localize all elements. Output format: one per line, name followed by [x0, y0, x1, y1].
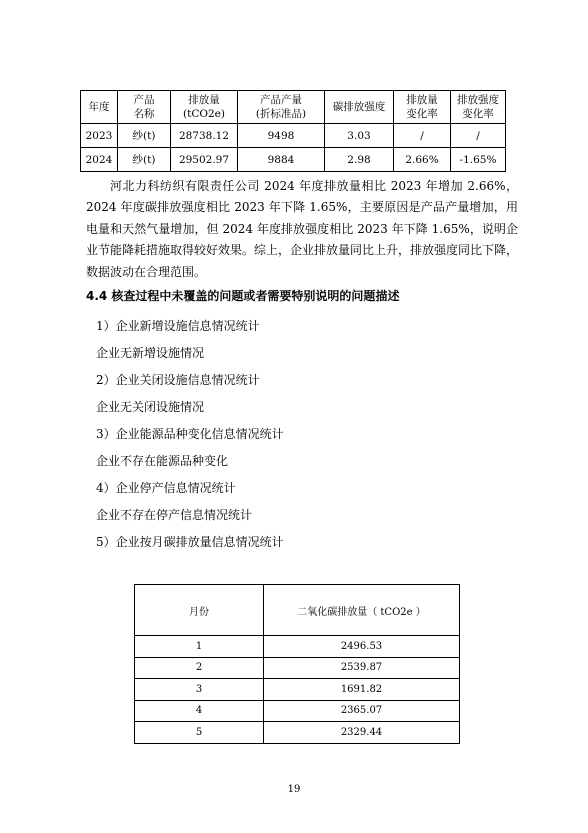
- table-cell: 4: [135, 700, 264, 722]
- table-cell: 纱(t): [118, 148, 171, 172]
- header-carbon-intensity: 碳排放强度: [325, 91, 394, 124]
- list-item: 2）企业关闭设施信息情况统计: [96, 373, 260, 387]
- table-cell: 2023: [81, 124, 118, 148]
- table-cell: 5: [135, 722, 264, 744]
- header-emission-change: 排放量 变化率: [394, 91, 451, 124]
- table-header-row: [81, 91, 506, 124]
- table-cell: 9884: [238, 148, 325, 172]
- table-row: [135, 636, 460, 658]
- table-cell: 2539.87: [264, 657, 460, 679]
- header-emissions: 排放量 (tCO2e): [171, 91, 238, 124]
- table-cell: 2365.07: [264, 700, 460, 722]
- table-cell: 2.98: [325, 148, 394, 172]
- list-item: 4）企业停产信息情况统计: [96, 481, 236, 495]
- header-co2-emissions: 二氧化碳排放量（ tCO2e ）: [264, 585, 460, 636]
- monthly-emissions-table: [134, 584, 460, 744]
- table-cell: 1: [135, 636, 264, 658]
- table-cell: /: [394, 124, 451, 148]
- table-row: [135, 657, 460, 679]
- header-month: 月份: [135, 585, 264, 636]
- table-cell: 3: [135, 679, 264, 701]
- table-row: [135, 700, 460, 722]
- table-cell: 1691.82: [264, 679, 460, 701]
- table-cell: 2.66%: [394, 148, 451, 172]
- table-cell: /: [451, 124, 506, 148]
- table-row: [135, 679, 460, 701]
- table-cell: 2496.53: [264, 636, 460, 658]
- list-item: 企业不存在停产信息情况统计: [96, 508, 253, 522]
- header-year: 年度: [81, 91, 118, 124]
- table-cell: 3.03: [325, 124, 394, 148]
- list-item: 企业无关闭设施情况: [96, 400, 205, 414]
- header-intensity-change: 排放强度 变化率: [451, 91, 506, 124]
- list-item: 企业无新增设施情况: [96, 346, 205, 360]
- table-cell: 2024: [81, 148, 118, 172]
- table-row: [135, 722, 460, 744]
- section-heading: 4.4 核查过程中未覆盖的问题或者需要特别说明的问题描述: [86, 289, 400, 303]
- list-item: 企业不存在能源品种变化: [96, 454, 229, 468]
- table-cell: 2329.44: [264, 722, 460, 744]
- table-header-row: [135, 585, 460, 636]
- table-cell: 2: [135, 657, 264, 679]
- page-number: 19: [287, 784, 301, 795]
- list-item: 3）企业能源品种变化信息情况统计: [96, 427, 284, 441]
- table-cell: -1.65%: [451, 148, 506, 172]
- table-cell: 29502.97: [171, 148, 238, 172]
- table-cell: 28738.12: [171, 124, 238, 148]
- table-cell: 纱(t): [118, 124, 171, 148]
- list-item: 5）企业按月碳排放量信息情况统计: [96, 535, 284, 549]
- header-output: 产品产量 (折标准品): [238, 91, 325, 124]
- table-cell: 9498: [238, 124, 325, 148]
- table-row: [81, 148, 506, 172]
- analysis-paragraph: 河北力科纺织有限责任公司 2024 年度排放量相比 2023 年增加 2.66%，2024 年度碳排放强度相比 2023 年下降 1.65%，主要原因是产品产量增加，用电量和天然气量增加，但 2024 年度排放强度相比 2023 年下降 1.65%，说明企业节能降耗措施取得较好效果。综上，企业排放量同比上升，排放强度同比下降，数据波动在合理范围。: [86, 179, 519, 279]
- emission-comparison-table: [80, 90, 506, 172]
- table-row: [81, 124, 506, 148]
- list-item: 1）企业新增设施信息情况统计: [96, 319, 260, 333]
- header-product-name: 产品 名称: [118, 91, 171, 124]
